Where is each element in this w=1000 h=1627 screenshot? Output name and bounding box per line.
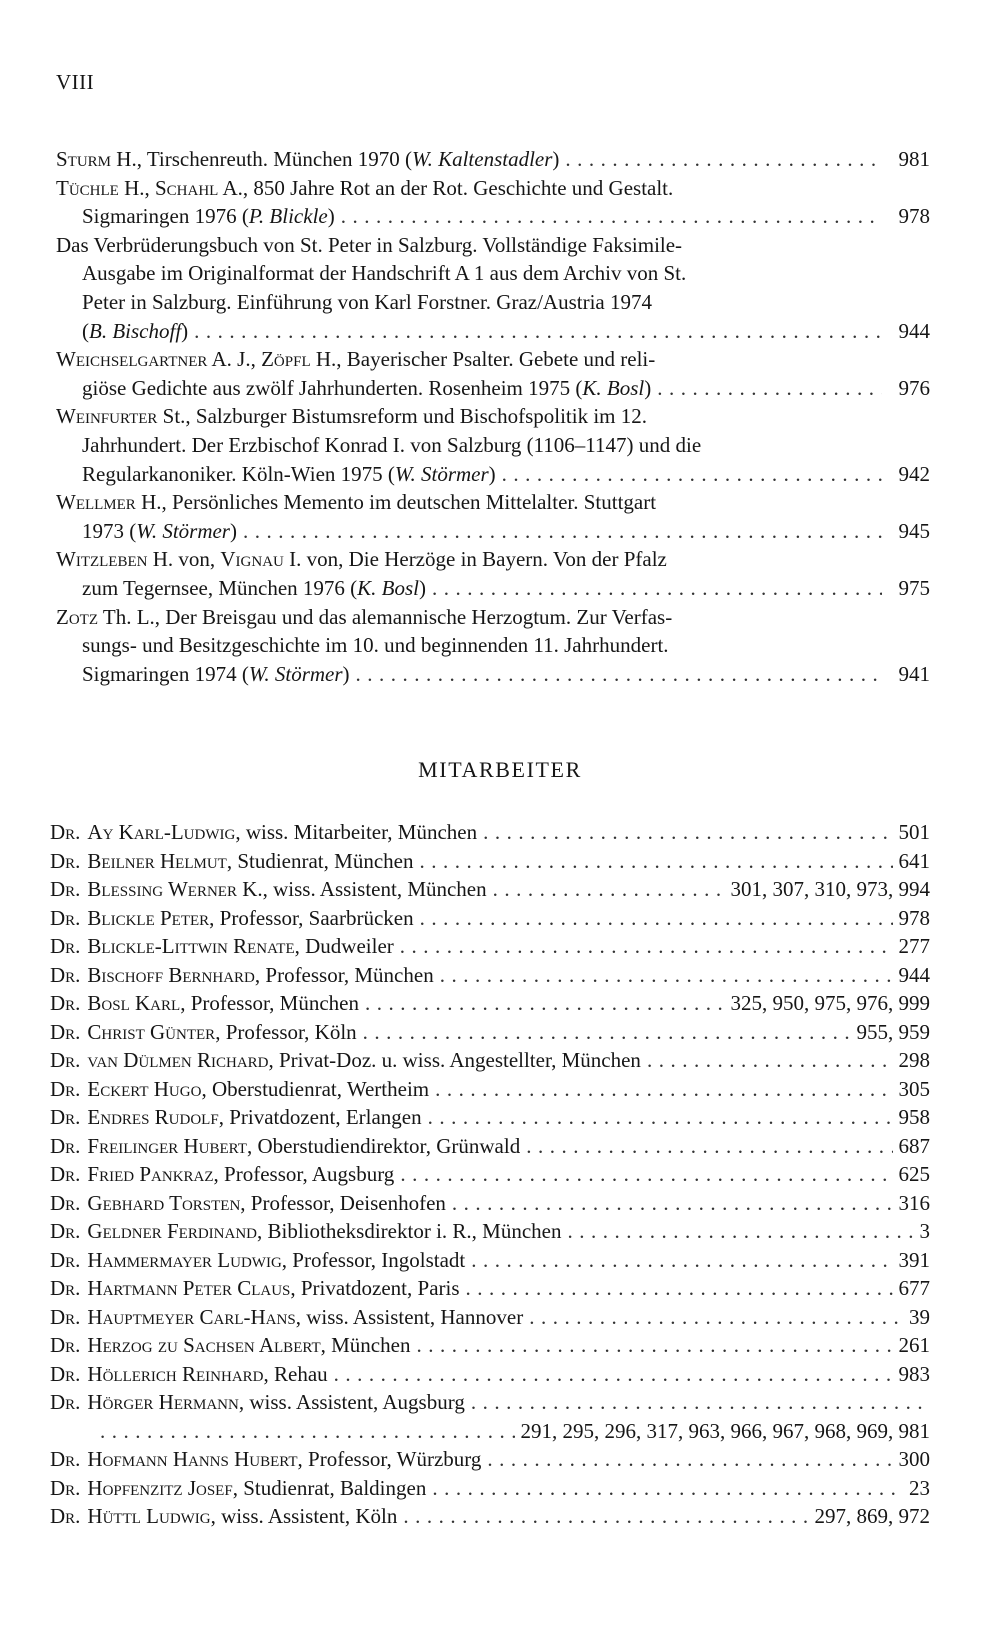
reviewer-name: K. Bosl (357, 575, 419, 600)
contributor-name: Freilinger Hubert (87, 1133, 247, 1158)
review-line (56, 631, 930, 660)
contributor-name: Blickle Peter (87, 905, 210, 930)
reviewer-name: W. Störmer (248, 661, 343, 686)
page-ref: 23 (909, 1475, 930, 1500)
citation-text: zum Tegernsee, München 1976 ( (82, 575, 358, 600)
contributor-row-continued (50, 1417, 930, 1446)
author-name: Schahl (155, 175, 219, 200)
review-entry (56, 488, 930, 545)
author-name: Witzleben (56, 547, 148, 572)
contributor-title: Dr. (50, 905, 81, 930)
section-heading-contributors: MITARBEITER (418, 757, 582, 782)
contributor-detail: , Dudweiler (294, 934, 394, 958)
dot-leader (559, 145, 882, 174)
dot-leader (414, 904, 893, 933)
dot-leader (426, 1474, 903, 1503)
contributor-title: Dr. (50, 1219, 81, 1243)
dot-leader (460, 1274, 893, 1303)
review-text (82, 317, 188, 346)
contributor-detail: , Rehau (263, 1361, 328, 1386)
review-text (82, 631, 669, 660)
citation-text: H., Bayerischer Psalter. Gebete und reli- (310, 347, 656, 372)
contributor-row (50, 1246, 930, 1275)
review-line (56, 174, 930, 203)
page-ref: 316 (898, 1190, 930, 1215)
citation-text: ) (488, 461, 496, 486)
contributor-name: Beilner Helmut (87, 848, 227, 873)
dot-leader (422, 1103, 893, 1132)
contributor-detail: , Studienrat, München (226, 848, 414, 873)
contributor-detail: , Professor, München (254, 962, 434, 987)
contributor-detail: , Studienrat, Baldingen (232, 1475, 427, 1500)
contributor-detail: , Bibliotheksdirektor i. R., München (257, 1219, 562, 1243)
author-name: Tüchle (56, 175, 119, 200)
contributor-title: Dr. (50, 1447, 81, 1471)
review-line (56, 517, 930, 546)
contributor-detail: , wiss. Mitarbeiter, München (235, 820, 478, 844)
contributor-title: Dr. (50, 1475, 81, 1500)
citation-text: Sigmaringen 1976 ( (82, 204, 249, 229)
contributor-name: Hauptmeyer Carl-Hans (87, 1304, 296, 1329)
dot-leader (520, 1132, 892, 1161)
dot-leader (434, 961, 893, 990)
contributor-title: Dr. (50, 1019, 81, 1044)
review-entry (56, 145, 930, 174)
contributor-row (50, 1103, 930, 1132)
contributor-detail: , Privat-Doz. u. wiss. Angestellter, München (268, 1048, 641, 1072)
contributor-title: Dr. (50, 962, 81, 987)
contributor-row (50, 847, 930, 876)
contributor-row (50, 1160, 930, 1189)
contributor-detail: , Professor, Köln (215, 1019, 357, 1044)
contributor-title: Dr. (50, 1304, 81, 1329)
dot-leader (394, 1160, 892, 1189)
contributor-row (50, 1303, 930, 1332)
contributor-name: Bosl Karl (87, 991, 181, 1015)
dot-leader (394, 932, 893, 961)
citation-text: Jahrhundert. Der Erzbischof Konrad I. von Salzburg (1106–1147) und die (82, 432, 702, 457)
contributor-row (50, 1046, 930, 1075)
contributor-title: Dr. (50, 1162, 81, 1186)
contributor-detail: , wiss. Assistent, München (262, 877, 487, 901)
citation-text: Sigmaringen 1974 ( (82, 661, 249, 686)
review-text (82, 574, 426, 603)
citation-text: I. von, Die Herzöge in Bayern. Von der Pfalz (283, 547, 667, 572)
reviewer-name: W. Kaltenstadler (412, 147, 553, 171)
contributor-row (50, 1445, 930, 1474)
contributor-name: Gebhard Torsten (87, 1190, 241, 1215)
dot-leader (335, 202, 882, 231)
review-line (56, 345, 930, 374)
author-name: Zöpfl (261, 347, 311, 372)
contributor-detail: , Professor, Augsburg (213, 1162, 395, 1186)
review-line (56, 603, 930, 632)
contributor-row (50, 875, 930, 904)
contributor-name: Höllerich Reinhard (87, 1361, 264, 1386)
review-entry (56, 402, 930, 488)
dot-leader (357, 1018, 851, 1047)
page-ref: 325, 950, 975, 976, 999 (730, 991, 930, 1015)
page-ref: 944 (898, 318, 930, 343)
citation-text: ) (327, 204, 335, 229)
contributor-name: Hopfenzitz Josef (87, 1475, 233, 1500)
contributor-detail: , Oberstudienrat, Wertheim (201, 1076, 430, 1101)
citation-text: Das Verbrüderungsbuch von St. Peter in Salzburg. Vollständige Faksimile- (56, 232, 683, 257)
contributor-title: Dr. (50, 1076, 81, 1101)
citation-text: ) (342, 661, 350, 686)
contributor-title: Dr. (50, 1190, 81, 1215)
review-line (56, 488, 930, 517)
reviewer-name: W. Störmer (394, 461, 489, 486)
contributor-row (50, 961, 930, 990)
review-line (56, 660, 930, 689)
dot-leader (477, 818, 892, 847)
dot-leader (446, 1189, 893, 1218)
contributor-detail: , München (320, 1333, 411, 1357)
citation-text: H., (118, 175, 155, 200)
review-line (56, 431, 930, 460)
contributor-row (50, 1075, 930, 1104)
page-ref: 261 (898, 1333, 930, 1357)
page-ref: 941 (898, 661, 930, 686)
reviewer-name: P. Blickle (248, 204, 328, 229)
review-text (56, 231, 682, 260)
citation-text: ) (229, 518, 237, 543)
contributor-title: Dr. (50, 848, 81, 873)
citation-text: Th. L., Der Breisgau und das alemannische Herzogtum. Zur Verfas- (98, 604, 673, 629)
dot-leader (523, 1303, 903, 1332)
review-text (82, 517, 237, 546)
dot-leader (487, 875, 725, 904)
dot-leader (359, 989, 725, 1018)
citation-text: ) (644, 375, 652, 400)
page-ref: 3 (919, 1219, 930, 1243)
review-text (56, 545, 667, 574)
contributor-detail: , Professor, Saarbrücken (209, 905, 414, 930)
dot-leader (465, 1246, 892, 1275)
page-ref: 945 (898, 518, 930, 543)
page-ref: 641 (898, 848, 930, 873)
review-line (56, 317, 930, 346)
contributor-name: Hüttl Ludwig (87, 1504, 211, 1528)
contributor-title: Dr. (50, 1247, 81, 1272)
contributor-name: Endres Rudolf (87, 1105, 219, 1129)
review-text (82, 259, 686, 288)
review-entry (56, 545, 930, 602)
page-ref: 942 (898, 461, 930, 486)
review-line (56, 574, 930, 603)
dot-leader (350, 660, 882, 689)
author-name: Zotz (56, 604, 98, 629)
page-ref: 501 (898, 820, 930, 844)
review-text (82, 431, 701, 460)
author-name: Vignau (220, 547, 284, 572)
contributor-detail: , Professor, Ingolstadt (281, 1247, 466, 1272)
dot-leader (328, 1360, 893, 1389)
review-line (56, 231, 930, 260)
citation-text: Regularkanoniker. Köln-Wien 1975 ( (82, 461, 395, 486)
contributor-detail: , Professor, München (180, 991, 359, 1015)
review-text (82, 288, 652, 317)
review-text (82, 202, 335, 231)
contributor-row (50, 932, 930, 961)
review-text (56, 345, 655, 374)
author-name: Sturm (56, 147, 112, 171)
contributor-name: Hartmann Peter Claus (87, 1276, 291, 1300)
contributor-name: van Dülmen Richard (87, 1048, 269, 1072)
contributor-name: Hörger Hermann (87, 1390, 239, 1414)
contributor-title: Dr. (50, 1105, 81, 1129)
contributor-name: Bischoff Bernhard (87, 962, 255, 987)
citation-text: ) (181, 318, 189, 343)
review-text (82, 374, 651, 403)
dot-leader (413, 847, 892, 876)
page-ref: 687 (898, 1133, 930, 1158)
review-line (56, 374, 930, 403)
citation-text: sungs- und Besitzgeschichte im 10. und beginnenden 11. Jahrhundert. (82, 633, 669, 658)
page-ref: 944 (898, 962, 930, 987)
page-ref: 983 (898, 1361, 930, 1386)
review-text (56, 402, 647, 431)
author-name: Weinfurter (56, 404, 158, 429)
contributor-list (50, 818, 930, 1531)
contributor-title: Dr. (50, 877, 81, 901)
contributor-title: Dr. (50, 1048, 81, 1072)
review-line (56, 402, 930, 431)
citation-text: Ausgabe im Originalformat der Handschrift A 1 aus dem Archiv von St. (82, 261, 687, 286)
review-line (56, 460, 930, 489)
page-ref: 958 (898, 1105, 930, 1129)
review-list (56, 145, 930, 688)
contributor-row (50, 1331, 930, 1360)
page-ref: 297, 869, 972 (814, 1504, 930, 1528)
contributor-detail: , Privatdozent, Paris (290, 1276, 460, 1300)
dot-leader (465, 1388, 924, 1417)
dot-leader (100, 1417, 515, 1446)
review-line (56, 145, 930, 174)
citation-text: 1973 ( (82, 518, 137, 543)
contributor-detail: , Professor, Würzburg (297, 1447, 482, 1471)
contributor-title: Dr. (50, 934, 81, 958)
review-entry (56, 345, 930, 402)
contributor-name: Blickle-Littwin Renate (87, 934, 295, 958)
citation-text: ) (419, 575, 426, 600)
contributor-name: Christ Günter (87, 1019, 216, 1044)
contributor-title: Dr. (50, 1504, 81, 1528)
contributor-name: Hammermayer Ludwig (87, 1247, 282, 1272)
contributor-name: Herzog zu Sachsen Albert (87, 1333, 321, 1357)
contributor-title: Dr. (50, 1276, 81, 1300)
page-ref: 975 (898, 575, 930, 600)
citation-text: St., Salzburger Bistumsreform und Bischofspolitik im 12. (157, 404, 648, 429)
page-ref: 981 (898, 147, 930, 171)
review-line (56, 288, 930, 317)
citation-text: giöse Gedichte aus zwölf Jahrhunderten. Rosenheim 1975 ( (82, 375, 583, 400)
contributor-row (50, 1502, 930, 1531)
dot-leader (426, 574, 882, 603)
page-ref: 976 (898, 375, 930, 400)
page-ref: 978 (898, 905, 930, 930)
page-ref: 677 (898, 1276, 930, 1300)
review-text (82, 660, 350, 689)
contributor-name: Geldner Ferdinand (87, 1219, 257, 1243)
dot-leader (429, 1075, 892, 1104)
page-ref: 300 (898, 1447, 930, 1471)
review-text (82, 460, 496, 489)
contributor-row (50, 1018, 930, 1047)
review-entry (56, 174, 930, 231)
page-ref: 298 (898, 1048, 930, 1072)
page-ref: 955, 959 (856, 1019, 930, 1044)
author-name: Wellmer (56, 490, 136, 515)
page-ref: 301, 307, 310, 973, 994 (730, 877, 930, 901)
contributor-detail: , Professor, Deisenhofen (240, 1190, 446, 1215)
contributor-detail: , wiss. Assistent, Köln (210, 1504, 398, 1528)
citation-text: H., Tirschenreuth. München 1970 ( (111, 147, 413, 171)
dot-leader (188, 317, 882, 346)
contributor-title: Dr. (50, 991, 81, 1015)
contributor-title: Dr. (50, 1133, 81, 1158)
page-ref: 978 (898, 204, 930, 229)
author-name: Weichselgartner (56, 347, 208, 372)
contributor-row (50, 1189, 930, 1218)
contributor-name: Fried Pankraz (87, 1162, 214, 1186)
reviewer-name: W. Störmer (136, 518, 230, 543)
contributor-detail: , wiss. Assistent, Hannover (295, 1304, 524, 1329)
contributor-detail: , Privatdozent, Erlangen (218, 1105, 422, 1129)
citation-text: Peter in Salzburg. Einführung von Karl Forstner. Graz/Austria 1974 (82, 289, 653, 314)
contributor-title: Dr. (50, 1361, 81, 1386)
dot-leader (651, 374, 882, 403)
dot-leader (237, 517, 882, 546)
contributor-title: Dr. (50, 1333, 81, 1357)
citation-text: A. J., (207, 347, 262, 372)
review-entry (56, 603, 930, 689)
dot-leader (561, 1217, 913, 1246)
citation-text: H., Persönliches Memento im deutschen Mittelalter. Stuttgart (135, 490, 657, 515)
dot-leader (481, 1445, 892, 1474)
page-number: VIII (56, 70, 95, 94)
contributor-row (50, 1388, 930, 1417)
page-ref: 291, 295, 296, 317, 963, 966, 967, 968, 969, 981 (520, 1418, 930, 1443)
contributor-detail: , wiss. Assistent, Augsburg (238, 1390, 465, 1414)
contributor-name: Eckert Hugo (87, 1076, 202, 1101)
review-text (56, 488, 656, 517)
review-line (56, 202, 930, 231)
contributor-row (50, 1360, 930, 1389)
citation-text: A., 850 Jahre Rot an der Rot. Geschichte und Gestalt. (218, 175, 674, 200)
page-ref: 277 (898, 934, 930, 958)
citation-text: H. von, (147, 547, 221, 572)
dot-leader (397, 1502, 808, 1531)
review-line (56, 545, 930, 574)
contributor-row (50, 1217, 930, 1246)
contributor-title: Dr. (50, 820, 81, 844)
citation-text: ) (552, 147, 560, 171)
contributor-name: Blessing Werner K. (87, 877, 263, 901)
citation-text: ( (82, 318, 89, 343)
review-text (56, 174, 673, 203)
dot-leader (410, 1331, 892, 1360)
contributor-row (50, 904, 930, 933)
reviewer-name: B. Bischoff (89, 318, 182, 343)
dot-leader (496, 460, 882, 489)
contributor-name: Hofmann Hanns Hubert (87, 1447, 298, 1471)
page-ref: 625 (898, 1162, 930, 1186)
review-text (56, 603, 672, 632)
contributor-row (50, 989, 930, 1018)
page-ref: 39 (909, 1304, 930, 1329)
reviewer-name: K. Bosl (582, 375, 645, 400)
contributor-row (50, 1474, 930, 1503)
page-ref: 391 (898, 1247, 930, 1272)
contributor-row (50, 818, 930, 847)
contributor-row (50, 1274, 930, 1303)
contributor-row (50, 1132, 930, 1161)
review-line (56, 259, 930, 288)
review-text (56, 145, 559, 174)
page-ref: 305 (898, 1076, 930, 1101)
contributor-name: Ay Karl-Ludwig (87, 820, 236, 844)
dot-leader (641, 1046, 893, 1075)
review-entry (56, 231, 930, 345)
contributor-detail: , Oberstudiendirektor, Grünwald (246, 1133, 521, 1158)
contributor-title: Dr. (50, 1390, 81, 1414)
